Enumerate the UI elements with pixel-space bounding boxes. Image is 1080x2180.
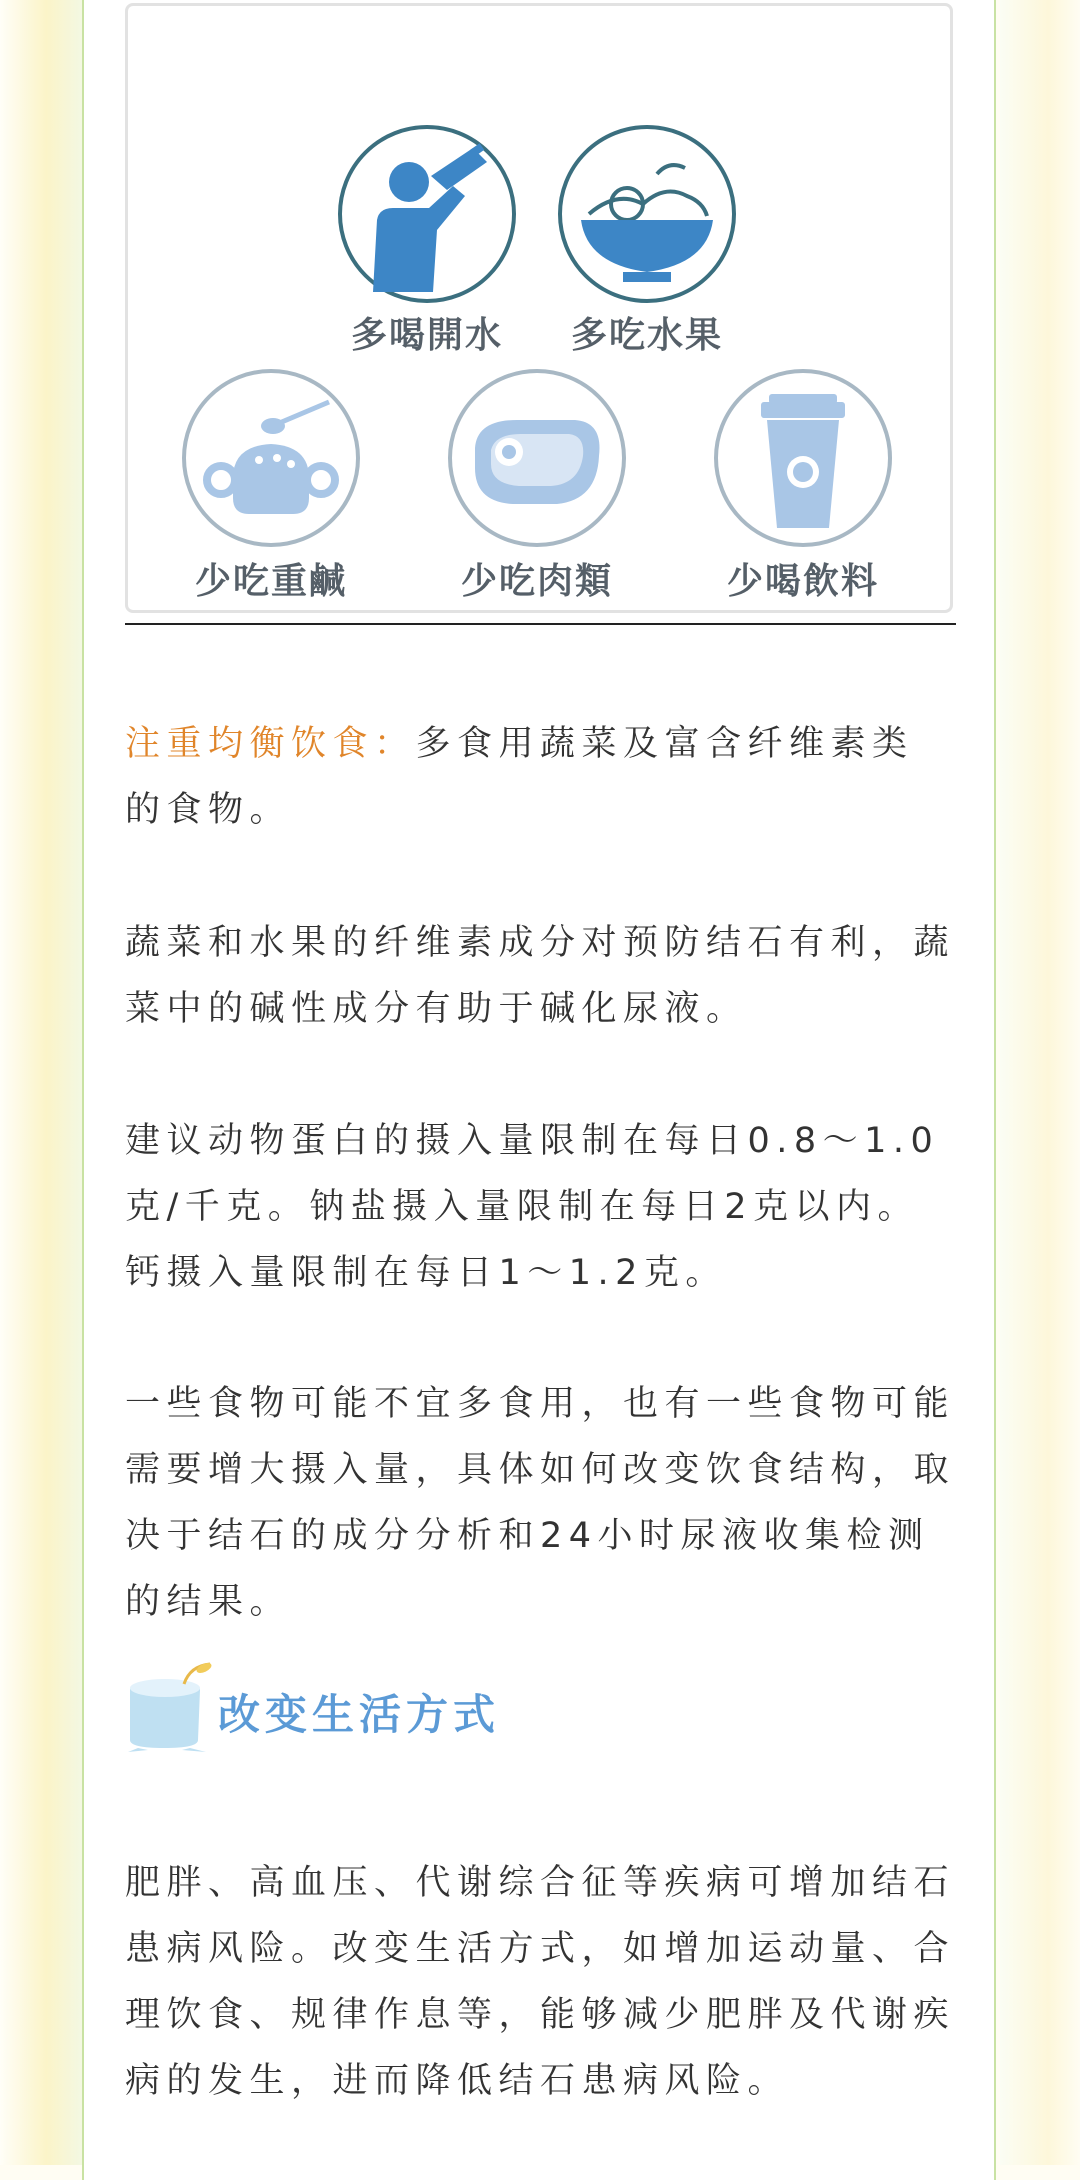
paragraph-balanced-diet xyxy=(125,711,955,843)
salt-pot-icon xyxy=(181,368,361,548)
page-background-right xyxy=(1000,0,1080,2165)
icon-caption-drink: 少喝飲料 xyxy=(726,561,879,602)
meat-icon xyxy=(447,368,627,548)
paragraph-balanced-diet-text: 多食用蔬菜及富含纤维素类的食物。 xyxy=(125,724,914,830)
highlight-balanced-diet: 注重均衡饮食： xyxy=(125,724,416,764)
paragraph-fiber: 蔬菜和水果的纤维素成分对预防结石有利，蔬菜中的碱性成分有助于碱化尿液。 xyxy=(125,923,956,1029)
icon-caption-fruit: 多吃水果 xyxy=(570,315,723,356)
figure-divider xyxy=(125,623,956,625)
tree-stump-icon xyxy=(124,1662,216,1752)
page-background-left xyxy=(0,0,84,2165)
paragraph-intake-limits: 建议动物蛋白的摄入量限制在每日0.8～1.0克/千克。钠盐摄入量限制在每日2克以内。钙摄入量限制在每日1～1.2克。 xyxy=(125,1121,940,1293)
paragraph-diet-structure: 一些食物可能不宜多食用，也有一些食物可能需要增大摄入量，具体如何改变饮食结构，取决于结石的成分分析和24小时尿液收集检测的结果。 xyxy=(125,1384,956,1622)
icon-caption-meat: 少吃肉類 xyxy=(460,561,613,602)
icon-caption-water: 多喝開水 xyxy=(350,315,503,356)
drinking-water-icon xyxy=(337,124,517,304)
paragraph-lifestyle: 肥胖、高血压、代谢综合征等疾病可增加结石患病风险。改变生活方式，如增加运动量、合理饮食、规律作息等，能够减少肥胖及代谢疾病的发生，进而降低结石患病风险。 xyxy=(125,1863,956,2101)
fruit-bowl-icon xyxy=(557,124,737,304)
section-title-lifestyle: 改变生活方式 xyxy=(218,1690,501,1739)
icon-caption-salt: 少吃重鹹 xyxy=(194,561,347,602)
drink-cup-icon xyxy=(713,368,893,548)
